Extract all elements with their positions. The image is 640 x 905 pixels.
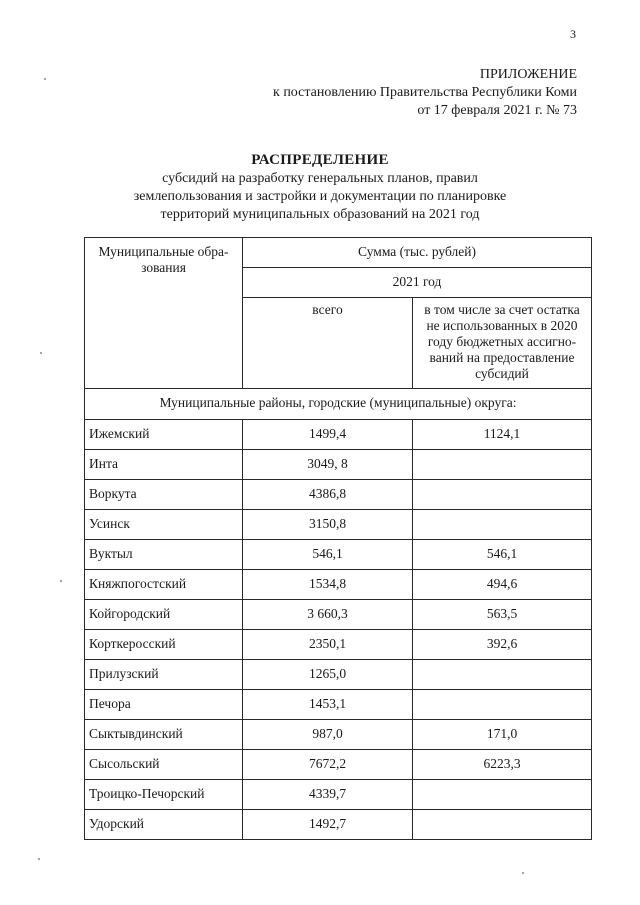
total-cell: 2350,1 [243, 630, 413, 660]
table-row [85, 450, 592, 480]
total-cell: 1534,8 [243, 570, 413, 600]
section-row [85, 389, 592, 420]
distribution-table [84, 237, 592, 840]
page-number: 3 [570, 27, 576, 41]
table-row [85, 750, 592, 780]
municipality-cell: Койгородский [85, 600, 243, 630]
municipality-cell: Корткеросский [85, 630, 243, 660]
including-cell [413, 780, 592, 810]
municipality-cell: Усинск [85, 510, 243, 540]
total-cell: 1265,0 [243, 660, 413, 690]
total-cell: 4386,8 [243, 480, 413, 510]
including-cell: 6223,3 [413, 750, 592, 780]
total-cell: 1453,1 [243, 690, 413, 720]
table-row [85, 420, 592, 450]
header-municipality: Муниципальные обра- зования [85, 238, 243, 389]
heading-line-3: территорий муниципальных образований на 2021 год [160, 207, 480, 222]
heading-line-1: субсидий на разработку генеральных планов, правил [162, 171, 478, 186]
municipality-cell: Инта [85, 450, 243, 480]
municipality-cell: Прилузский [85, 660, 243, 690]
including-cell: 546,1 [413, 540, 592, 570]
table-row [85, 810, 592, 840]
header-sum: Сумма (тыс. рублей) [243, 238, 592, 268]
scan-speck [40, 352, 42, 354]
municipality-cell: Сысольский [85, 750, 243, 780]
table-row [85, 480, 592, 510]
table-body [85, 238, 592, 840]
table-row [85, 690, 592, 720]
including-cell: 171,0 [413, 720, 592, 750]
scan-speck [38, 858, 40, 860]
header-row-1 [85, 238, 592, 268]
including-cell [413, 660, 592, 690]
total-cell: 7672,2 [243, 750, 413, 780]
scan-speck [44, 78, 46, 80]
appendix-line-2: от 17 февраля 2021 г. № 73 [417, 103, 577, 118]
municipality-cell: Княжпогостский [85, 570, 243, 600]
including-cell [413, 690, 592, 720]
appendix-title: ПРИЛОЖЕНИЕ [479, 67, 577, 82]
including-cell: 392,6 [413, 630, 592, 660]
appendix-block [273, 66, 577, 120]
table-row [85, 570, 592, 600]
document-heading [0, 150, 640, 224]
document-title: РАСПРЕДЕЛЕНИЕ [251, 152, 389, 168]
total-cell: 546,1 [243, 540, 413, 570]
scan-speck [60, 580, 62, 582]
including-cell: 1124,1 [413, 420, 592, 450]
total-cell: 1492,7 [243, 810, 413, 840]
municipality-cell: Ижемский [85, 420, 243, 450]
including-cell [413, 510, 592, 540]
municipality-cell: Вуктыл [85, 540, 243, 570]
including-cell: 494,6 [413, 570, 592, 600]
header-total: всего [243, 298, 413, 389]
including-cell [413, 480, 592, 510]
including-cell [413, 450, 592, 480]
table-row [85, 630, 592, 660]
total-cell: 3150,8 [243, 510, 413, 540]
heading-line-2: землепользования и застройки и документации по планировке [133, 189, 507, 204]
total-cell: 987,0 [243, 720, 413, 750]
municipality-cell: Печора [85, 690, 243, 720]
appendix-line-1: к постановлению Правительства Республики Коми [273, 85, 577, 100]
header-including: в том числе за счет остатка не использованных в 2020 году бюджетных ассигно-ваний на предоставление субсидий [413, 298, 592, 389]
section-label: Муниципальные районы, городские (муниципальные) округа: [85, 389, 592, 420]
table-row [85, 540, 592, 570]
municipality-cell: Удорский [85, 810, 243, 840]
table-row [85, 720, 592, 750]
including-cell: 563,5 [413, 600, 592, 630]
municipality-cell: Воркута [85, 480, 243, 510]
table-row [85, 510, 592, 540]
table-row [85, 660, 592, 690]
municipality-cell: Троицко-Печорский [85, 780, 243, 810]
scan-speck [522, 872, 524, 874]
total-cell: 1499,4 [243, 420, 413, 450]
including-cell [413, 810, 592, 840]
table-row [85, 600, 592, 630]
total-cell: 3 660,3 [243, 600, 413, 630]
header-year: 2021 год [243, 268, 592, 298]
total-cell: 3049, 8 [243, 450, 413, 480]
table-row [85, 780, 592, 810]
total-cell: 4339,7 [243, 780, 413, 810]
municipality-cell: Сыктывдинский [85, 720, 243, 750]
